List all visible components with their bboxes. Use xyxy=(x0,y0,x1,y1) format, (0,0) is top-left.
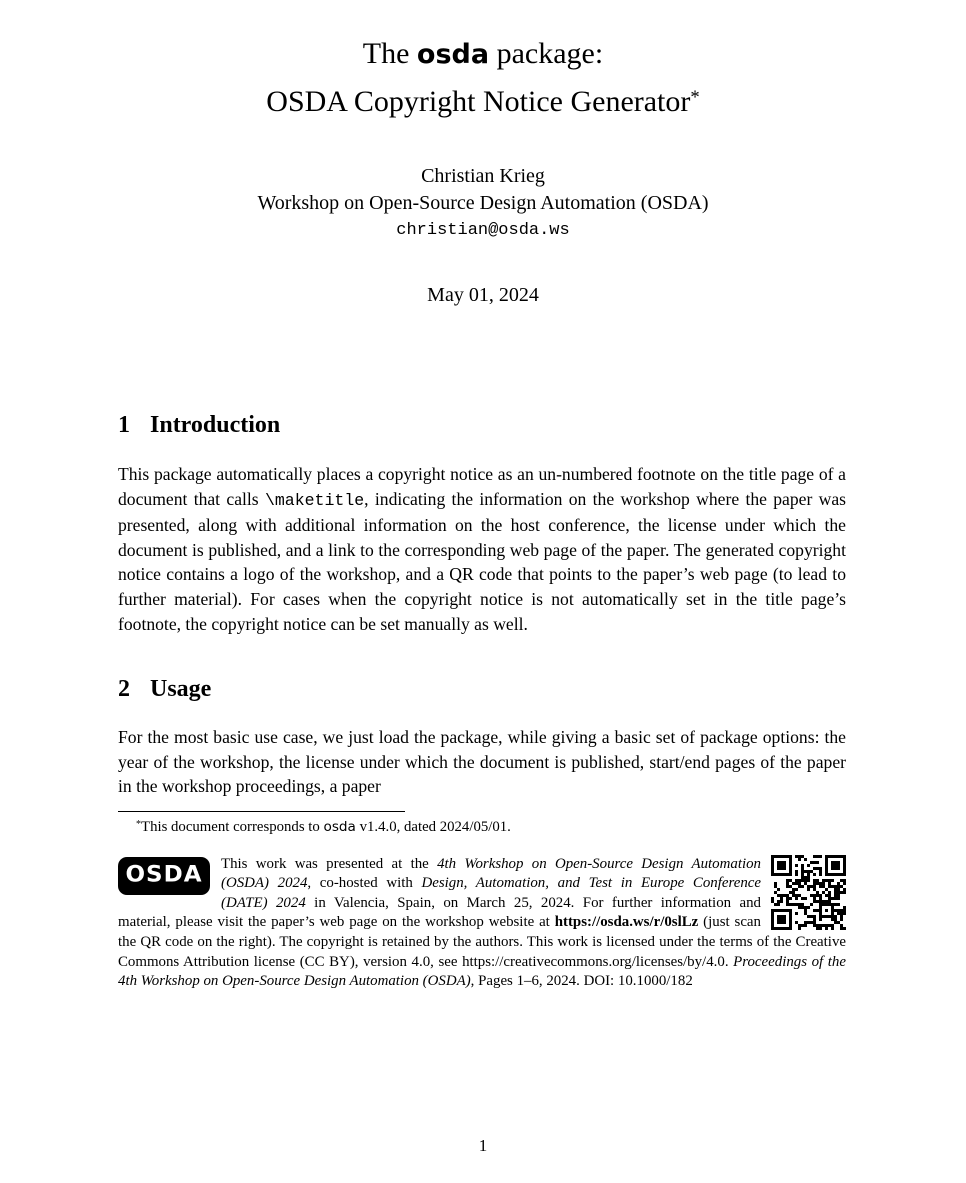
notice-text-3: in Valencia, Spain, on March 25, 2024. For further information and material, please visit the paper’s web page on the workshop website at xyxy=(118,894,761,931)
page-number: 1 xyxy=(478,1136,488,1155)
notice-text-2: , co-hosted with xyxy=(307,875,422,892)
intro-text-1: This package automatically places a copyright notice as an un-numbered footnote on the title page of a document that calls xyxy=(118,464,846,509)
workshop-name-italic: 4th Workshop on Open-Source Design Automation (OSDA) 2024 xyxy=(221,855,761,892)
author-name: Christian Krieg xyxy=(421,165,545,187)
section-heading-introduction xyxy=(118,409,846,442)
title-line-1 xyxy=(0,30,966,78)
usage-paragraph: For the most basic use case, we just load the package, while giving a basic set of package options: the year of the workshop, the license under which the document is published, start/end pages of the paper in the workshop proceedings, a paper xyxy=(118,727,846,797)
title-line-2 xyxy=(0,78,966,125)
title-footnote-mark: * xyxy=(690,87,700,108)
maketitle-command: \maketitle xyxy=(264,490,365,510)
intro-text-2: , indicating the information on the workshop where the paper was presented, along with additional information on the host conference, the license under which the document is published, and a link to the corresponding web page of the paper. The generated copyright notice contains a logo of the workshop, and a QR code that points to the paper’s web page (to lead to further material). For cases when the copyright notice is not automatically set in the title page’s footnote, the copyright notice can be set manually as well. xyxy=(118,488,847,634)
footnote-rule xyxy=(118,811,405,812)
notice-text-6: , Pages 1–6, 2024. DOI: 10.1000/182 xyxy=(470,973,693,990)
paper-title xyxy=(0,30,966,125)
author-block xyxy=(0,163,966,244)
package-name: osda xyxy=(416,39,490,70)
notice-text-4: (just scan the QR code on the right). The copyright is retained by the authors. This work is licensed under the terms of the Creative Commons Attribution license (CC BY), version 4.0, see xyxy=(118,914,846,970)
author-affiliation: Workshop on Open-Source Design Automation (OSDA) xyxy=(257,192,709,214)
package-name: osda xyxy=(323,818,356,835)
notice-text-5: . xyxy=(724,953,734,970)
section-heading-usage xyxy=(118,673,846,706)
title-pre: The xyxy=(362,37,417,70)
introduction-paragraph xyxy=(118,462,846,636)
qr-code xyxy=(771,855,846,930)
notice-text-1: This work was presented at the xyxy=(221,855,438,872)
osda-workshop-logo xyxy=(118,857,210,895)
document-body xyxy=(0,409,966,799)
footnote-area xyxy=(0,811,966,992)
section-title: Usage xyxy=(150,676,212,703)
footnote-text-1: This document corresponds to xyxy=(141,818,324,835)
author-email[interactable]: christian@osda.ws xyxy=(396,221,570,240)
version-footnote xyxy=(118,818,846,838)
footnote-mark: * xyxy=(136,818,142,830)
section-title: Introduction xyxy=(150,412,281,438)
date: May 01, 2024 xyxy=(427,284,539,306)
title-post: package: xyxy=(489,37,604,70)
section-number: 2 xyxy=(118,676,130,703)
license-url-link[interactable]: https://creativecommons.org/licenses/by/4.0 xyxy=(462,953,725,970)
footnote-text-2: v1.4.0, dated 2024/05/01. xyxy=(355,818,511,835)
osda-logo-text: OSDA xyxy=(125,862,203,888)
title-block xyxy=(0,0,966,309)
conference-name-italic: Design, Automation, and Test in Europe Conference (DATE) 2024 xyxy=(221,875,761,911)
proceedings-name-italic: Proceedings of the 4th Workshop on Open-Source Design Automation (OSDA) xyxy=(118,953,846,990)
section-number: 1 xyxy=(118,412,130,438)
paper-url-link[interactable]: https://osda.ws/r/0slLz xyxy=(554,914,699,931)
title-subtitle: OSDA Copyright Notice Generator xyxy=(266,85,691,118)
copyright-notice xyxy=(118,855,846,992)
